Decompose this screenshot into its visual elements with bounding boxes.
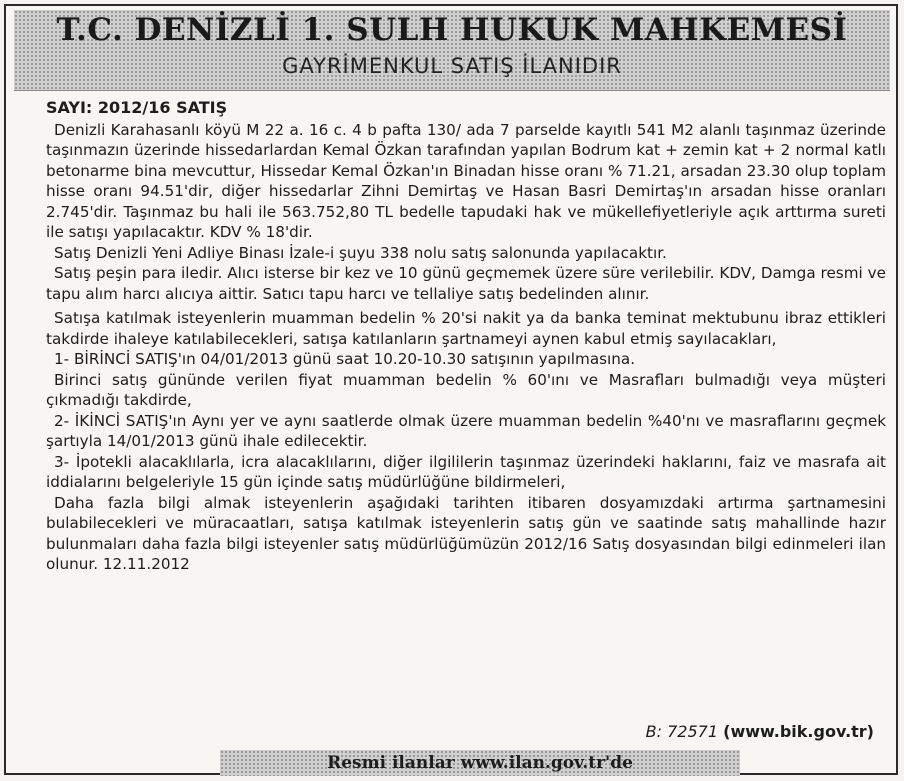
paragraph-payment: Satış peşin para iledir. Alıcı isterse bir kez ve 10 günü geçmemek üzere süre verilebilir. KDV, Damga resmi ve tapu alım harcı alıcıya aittir. Satıcı tapu harcı ve tellaliye satış bedelinden alınır. bbox=[46, 264, 886, 303]
paragraph-claims: 3- İpotekli alacaklılarla, icra alacaklılarını, diğer ilgililerin taşınmaz üzerindeki haklarını, faiz ve masrafa ait iddialarını belgeleriyle 15 gün içinde satış müdürlüğüne bildirmeleri, bbox=[46, 452, 886, 491]
paragraph-location: Satış Denizli Yeni Adliye Binası İzale-i şuyu 338 nolu satış salonunda yapılacaktır. bbox=[54, 243, 667, 262]
notice-body bbox=[46, 98, 886, 575]
page-title: T.C. DENİZLİ 1. SULH HUKUK MAHKEMESİ bbox=[56, 12, 848, 48]
paragraph-second-sale: 2- İKİNCİ SATIŞ'ın Aynı yer ve aynı saatlerde olmak üzere muamman bedelin %40'nı ve masraflarını geçmek şartıyla 14/01/2013 günü ihale edilecektir. bbox=[46, 411, 886, 450]
reference-line bbox=[646, 722, 874, 741]
paragraph-property: Denizli Karahasanlı köyü M 22 a. 16 c. 4 b pafta 130/ ada 7 parselde kayıtlı 541 M2 alanlı taşınmaz üzerinde taşınmazın üzerinde hissedarlardan Kemal Özkan tarafından yapılan Bodrum kat + zemin kat + 2 normal katlı betonarme bina mevcuttur, Hissedar Kemal Özkan'ın Binadan hisse oranı % 71.21, arsadan 23.30 olup toplam hisse oranı 94.51'dir, diğer hissedarlar Zihni Demirtaş ve Hasan Basri Demirtaş'ın arsadan hisse oranları 2.745'dir. Taşınmaz bu hali ile 563.752,80 TL bedelle tapudaki hak ve mükellefiyetleriyle açık arttırma sureti ile satışı yapılacaktır. KDV % 18'dir. bbox=[46, 120, 886, 241]
paragraph-participation: Satışa katılmak isteyenlerin muamman bedelin % 20'si nakit ya da banka teminat mektubunu ibraz ettikleri takdirde ihaleye katılabilecekleri, satışa katılanların şartnameyi aynen kabul etmiş sayılacakları, bbox=[46, 309, 886, 348]
paragraph-first-sale: 1- BİRİNCİ SATIŞ'ın 04/01/2013 günü saat 10.20-10.30 satışının yapılmasına. bbox=[54, 350, 636, 368]
paragraph-more-info: Daha fazla bilgi almak isteyenlerin aşağıdaki tarihten itibaren dosyamızdaki artırma şartnamesini bulabilecekleri ve müracaatları, satışa katılmak isteyenlerin satış gün ve saatinde satış mahallinde hazır bulunmaları daha fazla bilgi isteyenler satış müdürlüğümüzün 2012/16 Satış dosyasından bilgi edinmeleri ilan olunur. 12.11.2012 bbox=[46, 493, 886, 573]
page-subtitle: GAYRİMENKUL SATIŞ İLANIDIR bbox=[282, 54, 622, 78]
paragraph-first-sale-condition: Birinci satış gününde verilen fiyat muamman bedelin % 60'ını ve Masrafları bulmadığı veya müşteri çıkmadığı takdirde, bbox=[46, 370, 886, 409]
header-banner bbox=[14, 10, 890, 91]
footer-banner: Resmi ilanlar www.ilan.gov.tr'de bbox=[220, 750, 740, 776]
reference-code: B: 72571 bbox=[645, 722, 719, 741]
notice-number: SAYI: 2012/16 SATIŞ bbox=[46, 98, 228, 117]
notice-frame bbox=[4, 4, 898, 775]
reference-site: (www.bik.gov.tr) bbox=[723, 722, 874, 741]
